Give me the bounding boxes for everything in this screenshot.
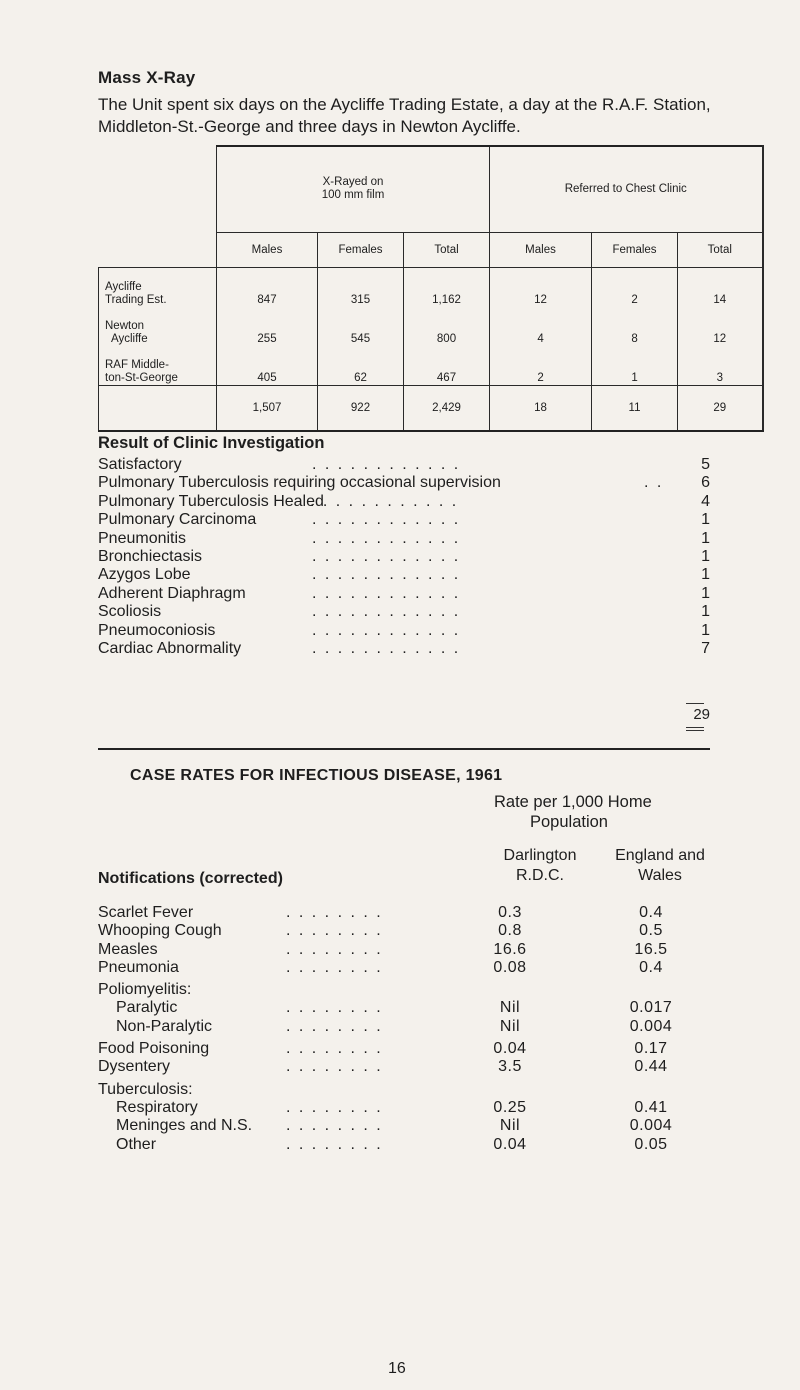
column-header-line: R.D.C. — [516, 867, 564, 884]
row-label: ton-St-George — [105, 371, 178, 384]
result-label: Adherent Diaphragm — [98, 584, 246, 602]
leader-dots: . . . . . . . . — [286, 1135, 383, 1153]
clinic-total: 29 — [693, 706, 710, 723]
darlington-rate: 0.8 — [498, 922, 522, 940]
leader-dots: . . . . . . . . . . . . — [312, 603, 461, 621]
table-row — [98, 1058, 718, 1076]
england-wales-rate: 0.4 — [639, 904, 663, 921]
result-label: Bronchiectasis — [98, 547, 203, 565]
xray-values-col — [217, 267, 318, 385]
result-label: Cardiac Abnormality — [98, 639, 242, 657]
case-rates-title: CASE RATES FOR INFECTIOUS DISEASE, 1961 — [130, 767, 503, 784]
list-item — [98, 456, 710, 474]
col-header: Females — [318, 232, 404, 267]
table-cell: 14 — [713, 293, 727, 306]
england-wales-rate: 0.41 — [634, 1098, 668, 1116]
list-item — [98, 511, 710, 529]
result-label: Pulmonary Tuberculosis requiring occasional supervision — [98, 474, 501, 492]
intro-paragraph: The Unit spent six days on the Aycliffe Trading Estate, a day at the R.A.F. Station, Middleton-St.-George and three days in Newton Aycliffe. — [98, 95, 711, 136]
darlington-rate: Nil — [499, 1017, 521, 1035]
darlington-rate: 16.6 — [493, 940, 527, 958]
totals-label-cell — [99, 385, 217, 431]
table-cell: 800 — [436, 332, 457, 345]
page-number: 16 — [388, 1360, 406, 1377]
leader-dots: . . . . . . . . . . . . — [310, 492, 459, 510]
result-count: 1 — [701, 603, 710, 621]
leader-dots: . . . . . . . . — [286, 922, 383, 940]
darlington-column-header — [480, 846, 600, 886]
clinic-results-list — [98, 456, 710, 658]
result-count: 1 — [701, 547, 710, 565]
table-row — [98, 959, 718, 977]
leader-dots: . . . . . . . . — [286, 1117, 383, 1135]
result-label: Pulmonary Tuberculosis Healed — [98, 492, 324, 510]
page-heading: Mass X-Ray — [98, 68, 196, 87]
total-rule — [686, 703, 704, 704]
xray-values-col — [404, 267, 490, 385]
darlington-rate: 0.08 — [493, 958, 527, 976]
list-item — [98, 585, 710, 603]
england-wales-rate: 0.004 — [629, 1117, 673, 1135]
disease-label: Tuberculosis: — [98, 1080, 193, 1098]
england-wales-rate: 0.44 — [634, 1058, 668, 1076]
table-cell: 3 — [716, 371, 723, 384]
disease-label: Paralytic — [116, 999, 178, 1017]
leader-dots: . . . . . . . . — [286, 999, 383, 1017]
column-header-line: Wales — [638, 867, 682, 884]
england-wales-rate: 0.4 — [639, 958, 663, 976]
disease-label: Meninges and N.S. — [116, 1117, 253, 1135]
england-wales-rate: 16.5 — [634, 940, 668, 958]
darlington-rate: Nil — [499, 999, 521, 1017]
disease-label: Non-Paralytic — [116, 1017, 213, 1035]
case-rates-list — [98, 904, 718, 1154]
table-cell: 1,162 — [432, 293, 461, 306]
leader-dots: . . . . . . . . — [286, 904, 383, 921]
leader-dots: . . . . . . . . — [286, 940, 383, 958]
table-row — [98, 941, 718, 959]
leader-dots: . . . . . . . . . . . . — [312, 529, 461, 547]
table-cell: 1 — [631, 371, 638, 384]
result-count: 1 — [701, 584, 710, 602]
england-wales-rate: 0.05 — [634, 1135, 668, 1153]
leader-dots: . . . . . . . . . . . . — [312, 566, 461, 584]
table-cell: 922 — [318, 385, 404, 431]
col-header: Total — [404, 232, 490, 267]
column-header-line: England and — [615, 847, 705, 864]
disease-label: Pneumonia — [98, 958, 179, 976]
england-wales-rate: 0.5 — [639, 922, 663, 940]
xray-corner-cell — [99, 146, 217, 267]
result-label: Azygos Lobe — [98, 566, 191, 584]
list-item — [98, 622, 710, 640]
disease-label: Respiratory — [116, 1098, 198, 1116]
table-cell: 467 — [436, 371, 457, 384]
table-cell: 12 — [713, 332, 727, 345]
result-label: Satisfactory — [98, 456, 182, 473]
darlington-rate: 0.04 — [493, 1040, 527, 1058]
table-cell: 315 — [350, 293, 371, 306]
table-cell: 62 — [354, 371, 367, 384]
row-label: RAF Middle- — [105, 358, 169, 371]
leader-dots: . . . . . . . . . . . . — [312, 511, 461, 529]
result-label: Pulmonary Carcinoma — [98, 511, 257, 529]
leader-dots: . . . . . . . . — [286, 1098, 383, 1116]
result-label: Pneumoconiosis — [98, 621, 216, 639]
list-item — [98, 474, 710, 492]
table-cell: 2 — [631, 293, 638, 306]
referred-values-col — [490, 267, 592, 385]
row-label: Aycliffe — [105, 280, 142, 293]
referred-group-header: Referred to Chest Clinic — [490, 146, 763, 232]
table-row — [98, 1018, 718, 1036]
table-cell: 1,507 — [217, 385, 318, 431]
list-item — [98, 566, 710, 584]
rate-heading — [494, 792, 730, 832]
list-item — [98, 493, 710, 511]
section-divider — [98, 748, 710, 750]
england-wales-rate: 0.017 — [629, 999, 673, 1017]
darlington-rate: 3.5 — [498, 1058, 522, 1076]
table-cell: 405 — [257, 371, 277, 384]
referred-values-col — [592, 267, 678, 385]
disease-label: Food Poisoning — [98, 1040, 210, 1058]
result-count: 5 — [701, 456, 710, 473]
table-cell: 11 — [592, 385, 678, 431]
table-row — [98, 1081, 718, 1099]
total-double-rule — [686, 730, 704, 731]
darlington-rate: 0.3 — [498, 904, 522, 921]
result-count: 6 — [701, 474, 710, 492]
table-cell: 2,429 — [404, 385, 490, 431]
rate-heading-line: Rate per 1,000 Home — [494, 793, 652, 811]
total-double-rule — [686, 727, 704, 728]
darlington-rate: 0.04 — [493, 1135, 527, 1153]
xray-totals-row — [99, 385, 763, 431]
table-cell: 29 — [678, 385, 763, 431]
xray-group-sublabel: 100 mm film — [321, 189, 385, 202]
darlington-rate: 0.25 — [493, 1098, 527, 1116]
result-count: 1 — [701, 566, 710, 584]
england-wales-rate: 0.004 — [629, 1017, 673, 1035]
col-header: Females — [592, 232, 678, 267]
table-row — [98, 1117, 718, 1135]
leader-dots: . . . . . . . . — [286, 1040, 383, 1058]
row-label: Trading Est. — [105, 293, 167, 306]
leader-dots: . . — [644, 474, 664, 492]
leader-dots: . . . . . . . . . . . . — [312, 456, 461, 473]
table-row — [98, 1136, 718, 1154]
disease-label: Measles — [98, 940, 158, 958]
rate-heading-line: Population — [530, 813, 608, 831]
table-row — [98, 1099, 718, 1117]
col-header: Males — [217, 232, 318, 267]
xray-values-col — [318, 267, 404, 385]
list-item — [98, 640, 710, 658]
result-label: Scoliosis — [98, 603, 162, 621]
referred-values-col — [678, 267, 763, 385]
table-row — [98, 922, 718, 940]
table-cell: 255 — [257, 332, 277, 345]
table-cell: 4 — [537, 332, 544, 345]
leader-dots: . . . . . . . . . . . . — [312, 547, 461, 565]
leader-dots: . . . . . . . . . . . . — [312, 639, 461, 657]
leader-dots: . . . . . . . . — [286, 1017, 383, 1035]
result-count: 1 — [701, 529, 710, 547]
disease-label: Whooping Cough — [98, 922, 222, 940]
xray-group-label: X-Rayed on — [322, 176, 384, 189]
disease-label: Poliomyelitis: — [98, 981, 192, 999]
xray-group-header — [217, 146, 490, 232]
col-header: Total — [678, 232, 763, 267]
xray-data-rows — [99, 267, 763, 385]
result-count: 1 — [701, 621, 710, 639]
table-row — [98, 904, 718, 922]
row-label: Aycliffe — [111, 332, 148, 345]
disease-label: Scarlet Fever — [98, 904, 194, 921]
result-count: 4 — [701, 492, 710, 510]
list-item — [98, 530, 710, 548]
result-count: 1 — [701, 511, 710, 529]
xray-table — [98, 145, 764, 432]
leader-dots: . . . . . . . . . . . . — [312, 621, 461, 639]
disease-label: Other — [116, 1135, 157, 1153]
column-header-line: Darlington — [503, 847, 577, 864]
disease-label: Dysentery — [98, 1058, 171, 1076]
darlington-rate: Nil — [499, 1117, 521, 1135]
row-label: Newton — [105, 319, 144, 332]
table-row — [98, 1040, 718, 1058]
table-cell: 847 — [257, 293, 277, 306]
table-cell: 2 — [537, 371, 544, 384]
result-count: 7 — [701, 639, 710, 657]
list-item — [98, 548, 710, 566]
col-header: Males — [490, 232, 592, 267]
leader-dots: . . . . . . . . — [286, 958, 383, 976]
table-cell: 12 — [534, 293, 547, 306]
table-row — [98, 999, 718, 1017]
list-item — [98, 603, 710, 621]
table-row — [98, 981, 718, 999]
table-cell: 18 — [490, 385, 592, 431]
notifications-heading: Notifications (corrected) — [98, 870, 283, 887]
clinic-section-heading: Result of Clinic Investigation — [98, 434, 325, 452]
leader-dots: . . . . . . . . . . . . — [312, 584, 461, 602]
xray-row-labels — [99, 267, 217, 385]
table-cell: 8 — [631, 332, 638, 345]
leader-dots: . . . . . . . . — [286, 1058, 383, 1076]
england-wales-column-header — [595, 846, 725, 886]
table-cell: 545 — [350, 332, 371, 345]
result-label: Pneumonitis — [98, 529, 187, 547]
england-wales-rate: 0.17 — [634, 1040, 668, 1058]
